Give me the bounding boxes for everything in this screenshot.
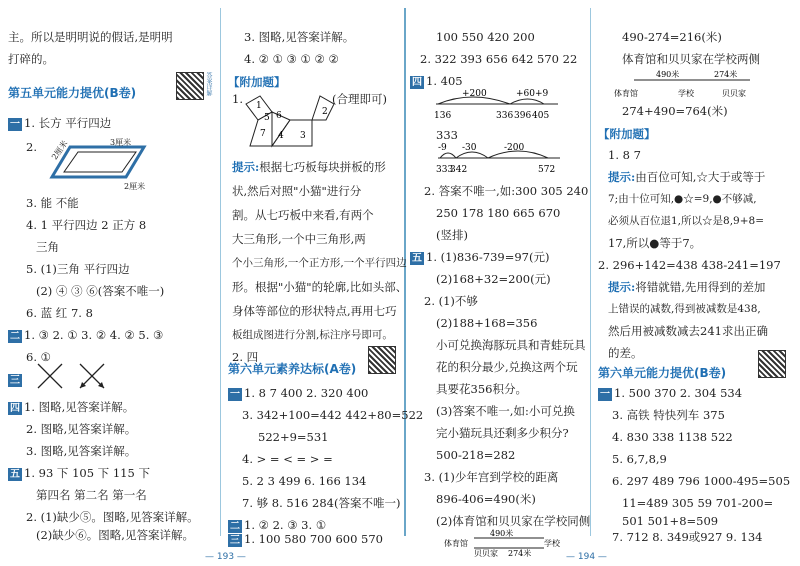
answer-line: (2) ④ ③ ⑥(答案不唯一): [36, 284, 165, 298]
hint-line: 板组成图进行分割,标注序号即可。: [232, 329, 393, 341]
svg-text:336: 336: [496, 111, 514, 121]
column-2: [228, 0, 424, 546]
answer-line: 一 1. 8 7 400 2. 320 400: [230, 386, 369, 400]
answer-line: 7. 够 8. 516 284(答案不唯一): [242, 496, 401, 510]
svg-text:4: 4: [278, 131, 284, 141]
answer-line: 二 1. ② 2. ③ 3. ①: [230, 518, 327, 532]
answer-line: 2. 四: [232, 350, 259, 364]
svg-text:572: 572: [538, 165, 556, 175]
section-number: 二: [10, 331, 20, 342]
svg-text:体育馆: 体育馆: [614, 89, 638, 98]
tangram-cat-figure: [242, 94, 342, 150]
svg-text:-200: -200: [504, 143, 525, 153]
answer-line: 五 1. (1)836-739=97(元): [412, 250, 550, 264]
hint-line: 大三角形,一个中三角形,两: [232, 232, 366, 246]
answer-line: 100 550 420 200: [436, 30, 535, 44]
svg-text:274米: 274米: [714, 70, 738, 79]
answer-line: 花的积分最少,兑换这两个玩: [436, 360, 578, 374]
hint-line: 个小三角形,一个正方形,一个平行四边: [232, 257, 407, 269]
section-number: 四: [10, 403, 20, 414]
hint-line: 7;由十位可知,●☆=9,●不够减,: [608, 193, 757, 205]
hint-line: 提示:根据七巧板每块拼板的形: [232, 160, 386, 174]
answer-line: 6. ①: [26, 350, 51, 364]
side-label: 2厘米: [124, 182, 146, 191]
answer-line: 4. ② ① ③ ① ② ②: [244, 52, 339, 66]
answer-line: 333: [436, 128, 458, 142]
answer-line: 完小猫玩具还剩多少积分?: [436, 426, 569, 440]
svg-text:333: 333: [436, 165, 454, 175]
answer-line: (2)缺少⑥。图略,见答案详解。: [36, 528, 194, 542]
page-number: — 193 —: [205, 552, 246, 562]
svg-text:学校: 学校: [544, 539, 560, 548]
section-number: 三: [10, 375, 20, 386]
svg-text:490米: 490米: [656, 70, 680, 79]
distance-diagram: [614, 68, 764, 100]
hint-line: 然后用被减数减去241求出正确: [608, 324, 768, 338]
answer-line: 3. (1)少年宫到学校的距离: [424, 470, 559, 484]
answer-line: 体育馆和贝贝家在学校两侧: [622, 52, 760, 66]
answer-line: 274+490=764(米): [622, 104, 728, 118]
answer-line: 2. 296+142=438 438-241=197: [598, 258, 781, 272]
svg-text:-9: -9: [438, 143, 447, 153]
side-label: 3厘米: [110, 138, 132, 147]
text-line: 打碎的。: [8, 52, 54, 66]
answer-line: 五 1. 93 下 105 下 115 下: [10, 466, 150, 480]
answer-line: (3)答案不唯一,如:小可兑换: [436, 404, 575, 418]
answer-line: 11=489 305 59 701-200=: [622, 496, 774, 510]
answer-line: 一 1. 500 370 2. 304 534: [600, 386, 743, 400]
svg-text:+200: +200: [462, 89, 487, 99]
hint-line: 17,所以●等于7。: [608, 236, 702, 250]
svg-text:6: 6: [276, 111, 282, 121]
answer-line: 896-406=490(米): [436, 492, 536, 506]
svg-text:3: 3: [300, 131, 306, 141]
answer-line: 6. 297 489 796 1000-495=505: [612, 474, 791, 488]
qr-code-icon: [176, 72, 204, 100]
svg-text:342: 342: [450, 165, 468, 175]
answer-line: 2. (1)缺少⑤。图略,见答案详解。: [26, 510, 199, 524]
answer-line: (竖排): [436, 228, 468, 242]
answer-line: (2)168+32=200(元): [436, 272, 551, 286]
svg-text:490米: 490米: [490, 529, 514, 538]
hint-line: 的差。: [608, 346, 643, 360]
answer-line: 具要花356积分。: [436, 382, 527, 396]
answer-line: 3. 图略,见答案详解。: [244, 30, 355, 44]
page-number: — 194 —: [566, 552, 607, 562]
svg-text:7: 7: [260, 129, 266, 139]
answer-line: 1.: [232, 92, 243, 106]
answer-line: 5. 2 3 499 6. 166 134: [242, 474, 367, 488]
svg-text:5: 5: [264, 113, 270, 123]
answer-line: 7. 712 8. 349或927 9. 134: [612, 530, 763, 544]
answer-line: 4. 830 338 1138 522: [612, 430, 733, 444]
qr-label: 答案详解: [205, 72, 212, 96]
answer-line: 501 501+8=509: [622, 514, 719, 528]
parallelogram-figure: [48, 135, 158, 195]
svg-text:136: 136: [434, 111, 452, 121]
column-4: [598, 0, 794, 544]
answer-line: 2. 答案不唯一,如:300 305 240: [424, 184, 589, 198]
answer-line: 3. 342+100=442 442+80=522: [242, 408, 424, 422]
answer-line: 2. 322 393 656 642 570 22: [420, 52, 578, 66]
hint-line: 必须从百位退1,所以☆是8,9+8=: [608, 215, 764, 227]
side-label: 2厘米: [49, 138, 70, 162]
answer-line: 2. (1)不够: [424, 294, 478, 308]
section-title: 第六单元素养达标(A卷): [228, 362, 357, 376]
note: (合理即可): [332, 92, 387, 106]
svg-text:405: 405: [532, 111, 550, 121]
answer-line: 3. 高铁 特快列车 375: [612, 408, 725, 422]
bonus-heading: 【附加题】: [228, 75, 286, 89]
answer-line: 5. 6,7,8,9: [612, 452, 667, 466]
svg-text:274米: 274米: [508, 549, 532, 558]
svg-text:2: 2: [322, 107, 328, 117]
svg-text:学校: 学校: [678, 89, 694, 98]
answer-line: 1. 8 7: [608, 148, 641, 162]
answer-line: 6. 蓝 红 7. 8: [26, 306, 93, 320]
answer-line: 2. 图略,见答案详解。: [26, 422, 137, 436]
hint-line: 提示:将错就错,先用得到的差加: [608, 280, 766, 294]
answer-line: 小可兑换海豚玩具和青蛙玩具: [436, 338, 586, 352]
answer-line: 250 178 180 665 670: [436, 206, 561, 220]
answer-line: 二 1. ③ 2. ① 3. ② 4. ② 5. ③: [10, 328, 164, 342]
svg-text:体育馆: 体育馆: [444, 539, 468, 548]
number-line-diagram: [434, 142, 564, 176]
hint-line: 形。根据"小猫"的轮廓,比如头部、: [232, 280, 408, 294]
answer-line: 四 1. 405: [412, 74, 463, 88]
bonus-heading: 【附加题】: [598, 127, 656, 141]
column-1: [8, 0, 216, 540]
answer-line: 522+9=531: [258, 430, 329, 444]
column-divider: [220, 8, 221, 536]
answer-line: 四 1. 图略,见答案详解。: [10, 400, 135, 414]
section-number: 五: [10, 469, 20, 480]
answer-line: (2)体育馆和贝贝家在学校同侧: [436, 514, 591, 528]
column-3: [410, 0, 591, 540]
answer-line: 三角: [36, 240, 59, 254]
answer-line: 5. (1)三角 平行四边: [26, 262, 130, 276]
answer-line: 一 1. 长方 平行四边: [10, 116, 112, 130]
answer-line: 500-218=282: [436, 448, 516, 462]
hint-line: 状,然后对照"小猫"进行分: [232, 184, 362, 198]
svg-text:1: 1: [256, 101, 262, 111]
svg-text:-30: -30: [462, 143, 477, 153]
text-line: 主。所以是明明说的假话,是明明: [8, 30, 173, 44]
page-gutter: [404, 8, 406, 536]
section-title: 第五单元能力提优(B卷): [8, 86, 137, 100]
qr-code-icon: [368, 346, 396, 374]
answer-line: 4. 1 平行四边 2 正方 8: [26, 218, 147, 232]
cross-arrows-figure: [36, 362, 116, 392]
answer-line: 3. 图略,见答案详解。: [26, 444, 137, 458]
answer-line: 4. > = < = > =: [242, 452, 333, 466]
section-title: 第六单元能力提优(B卷): [598, 366, 727, 380]
answer-line: 490-274=216(米): [622, 30, 722, 44]
hint-line: 提示:由百位可知,☆大于或等于: [608, 170, 766, 184]
hint-line: 身体等部位的形状特点,再用七巧: [232, 304, 397, 318]
hint-line: 上错误的减数,得到被减数是438,: [608, 303, 761, 315]
answer-line: 3. 能 不能: [26, 196, 79, 210]
answer-line: (2)188+168=356: [436, 316, 538, 330]
column-divider: [590, 8, 591, 536]
svg-text:贝贝家: 贝贝家: [474, 549, 498, 558]
qr-code-icon: [758, 350, 786, 378]
distance-diagram: [444, 528, 564, 556]
section-number: 一: [10, 119, 20, 130]
hint-line: 割。从七巧板中来看,有两个: [232, 208, 374, 222]
svg-text:贝贝家: 贝贝家: [722, 89, 746, 98]
svg-text:+60+9: +60+9: [516, 89, 549, 99]
answer-line: 三 1. 100 580 700 600 570: [230, 532, 383, 546]
svg-text:396: 396: [514, 111, 532, 121]
answer-line: 2.: [26, 140, 37, 154]
answer-line: 第四名 第二名 第一名: [36, 488, 147, 502]
number-line-diagram: [432, 88, 562, 122]
answer-line: [8, 372, 24, 387]
